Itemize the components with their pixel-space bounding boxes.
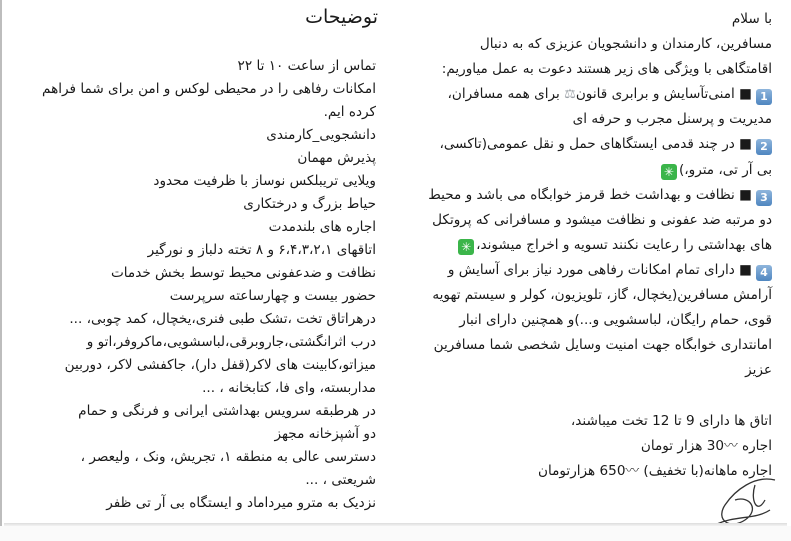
message-line: [395, 233, 772, 258]
message-line-text: اتاق ها دارای 9 تا 12 تخت میباشند،: [570, 412, 772, 429]
message-line: [395, 208, 772, 233]
message-line: [395, 434, 772, 459]
number-badge-icon: 2: [756, 139, 772, 155]
green-star-icon: ✳: [458, 239, 474, 255]
description-line: حضور بیست و چهارساعته سرپرست: [169, 288, 376, 304]
description-line: اجاره های بلندمدت: [268, 219, 376, 235]
message-line-text: با سلام: [731, 11, 772, 27]
message-line-text: آرامش مسافرین(یخچال، گاز، تلویزیون، کولر و سیستم تهویه: [432, 287, 772, 304]
description-line: اتاقهای ۶،۴،۳،۲،۱ و ۸ تخته دلباز و نورگیر: [147, 242, 376, 258]
message-line-text: قوی، حمام رایگان، لباسشویی و...)و همچنین دارای انبار: [459, 312, 772, 329]
message-line-text: اجاره 〰30 هزار تومان: [640, 437, 772, 454]
message-line-text: مسافرین، کارمندان و دانشجویان عزیزی که به دنبال: [479, 36, 772, 53]
message-line: [395, 358, 772, 383]
description-line: شریعتی ، ...: [305, 472, 376, 488]
message-line: [395, 7, 772, 32]
message-line-text: های بهداشتی را رعایت نکنند تسویه و اخراج میشوند،: [476, 236, 772, 253]
description-line: پذیرش مهمان: [297, 150, 376, 166]
number-badge-icon: 1: [756, 89, 772, 105]
message-line-text: ■ نظافت و بهداشت خط قرمز خوابگاه می باشد و محیط: [428, 186, 752, 203]
message-line-text: ■ دارای تمام امکانات رفاهی مورد نیاز برای آسایش و: [447, 261, 752, 278]
message-line-text: مدیریت و پرسنل مجرب و حرفه ای: [572, 111, 772, 128]
message-line-text: اجاره ماهانه(با تخفیف) 〰650 هزارتومان: [537, 462, 772, 479]
description-line: حیاط بزرگ و درختکاری: [243, 196, 376, 212]
message-line: [395, 132, 772, 157]
description-line: درهراتاق تخت ،تشک طبی فنری،یخچال، کمد چوبی، ...: [69, 311, 376, 327]
description-line: نزدیک به مترو میرداماد و ایستگاه بی آر تی ظفر: [106, 495, 376, 511]
description-line: در هرطبقه سرویس بهداشتی ایرانی و فرنگی و حمام: [78, 403, 376, 419]
message-line-text: عزیز: [745, 362, 772, 379]
message-line: [395, 333, 772, 358]
message-line: [395, 107, 772, 132]
number-badge-icon: 4: [756, 265, 772, 281]
description-line: ویلایی تریبلکس نوساز با ظرفیت محدود: [153, 173, 376, 189]
description-line: نظافت و ضدعفونی محیط توسط بخش خدمات: [110, 265, 376, 281]
description-line: میزاتو،کابینت های لاکر(قفل دار)، جاکفشی لاکر، دوربین: [64, 357, 376, 373]
description-line: دانشجویی_کارمندی: [266, 127, 376, 143]
message-line: [395, 283, 772, 308]
green-star-icon: ✳: [661, 164, 677, 180]
message-line-text: برای همه مسافران،: [447, 86, 565, 103]
description-line: امکانات رفاهی را در محیطی لوکس و امن برای شما فراهم: [42, 81, 376, 97]
message-line: [395, 409, 772, 434]
message-line: [395, 57, 772, 82]
description-line: کرده ایم.: [323, 104, 376, 120]
description-line: درب اثرانگشتی،جاروبرقی،لباسشویی،ماکروفر،اتو و: [86, 334, 376, 350]
message-line-text: دو مرتبه ضد عفونی و نظافت میشود و مسافرانی که پروتکل: [432, 211, 772, 228]
message-line: [395, 383, 772, 408]
message-line-text: ■ امنی‌تآسایش و برابری قانون: [575, 86, 752, 103]
description-line: دو آشپزخانه مجهز: [274, 426, 376, 442]
bottom-bar: [0, 526, 791, 541]
message-line-text: اقامتگاهی با ویژگی های زیر هستند دعوت به عمل میاوریم:: [441, 61, 772, 78]
message-line: [395, 82, 772, 107]
message-line: [395, 158, 772, 183]
description-text: [0, 55, 376, 515]
message-line-text: بی آر تی، مترو،): [678, 161, 772, 178]
description-line: دسترسی عالی به منطقه ۱، تجریش، ونک ، ولیعصر ،: [80, 449, 376, 465]
message-line: [395, 258, 772, 283]
description-panel: [0, 0, 395, 541]
number-badge-icon: 3: [756, 190, 772, 206]
message-line-text: امانتداری خوابگاه جهت امنیت وسایل شخصی شما مسافرین: [433, 337, 772, 354]
message-text: [395, 7, 772, 484]
description-title: توضیحات: [305, 6, 378, 28]
message-line: [395, 308, 772, 333]
scale-icon: ⚖: [564, 87, 576, 103]
message-line: [395, 32, 772, 57]
message-line: [395, 183, 772, 208]
message-line-text: ■ در چند قدمی ایستگاهای حمل و نقل عمومی(تاکسی،: [439, 136, 752, 153]
description-line: تماس از ساعت ۱۰ تا ۲۲: [237, 58, 376, 74]
description-line: مداربسته، وای فا، کتابخانه ، ...: [202, 380, 376, 396]
message-panel: [395, 0, 791, 541]
